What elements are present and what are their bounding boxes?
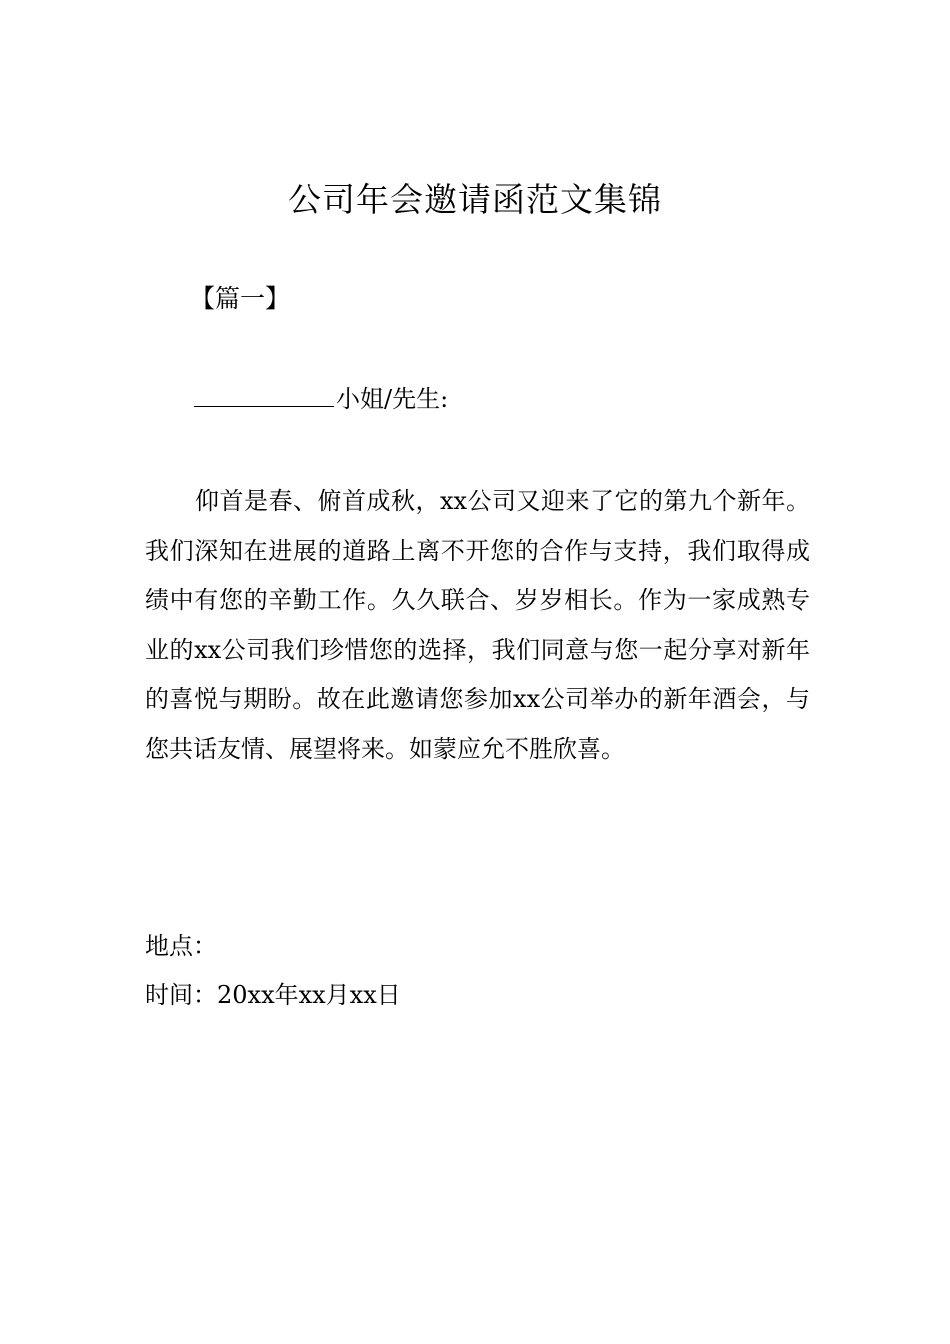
salutation-text: 小姐/先生: xyxy=(336,385,449,413)
document-title: 公司年会邀请函范文集锦 xyxy=(288,180,662,219)
salutation xyxy=(194,382,448,416)
invitation-body: 仰首是春、俯首成秋，xx公司又迎来了它的第九个新年。我们深知在进展的道路上离不开您的合作与支持，我们取得成绩中有您的辛勤工作。久久联合、岁岁相长。作为一家成熟专业的xx公司我们珍惜您的选择，我们同意与您一起分享对新年的喜悦与期盼。故在此邀请您参加xx公司举办的新年酒会，与您共话友情、展望将来。如蒙应允不胜欣喜。 xyxy=(145,487,810,763)
time-line: 时间：20xx年xx月xx日 xyxy=(145,981,401,1009)
section-label: 【篇一】 xyxy=(190,284,291,313)
name-blank-line xyxy=(194,384,334,407)
place-line: 地点： xyxy=(145,932,217,960)
